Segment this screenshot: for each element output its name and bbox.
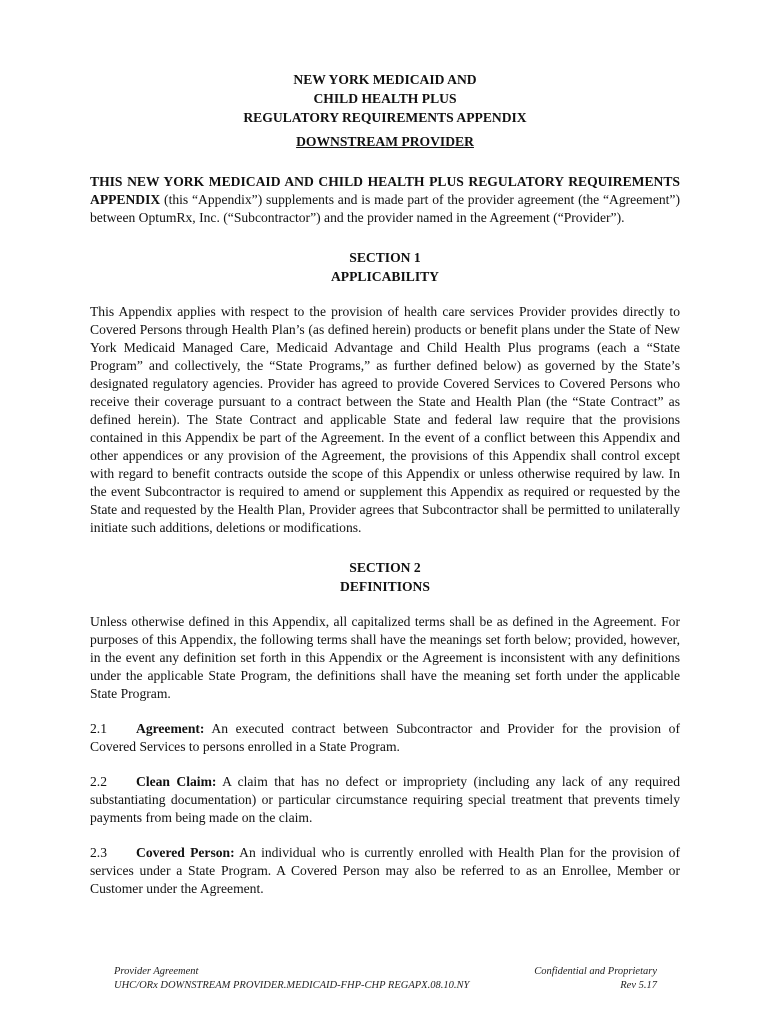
definition-term: Covered Person: xyxy=(136,845,235,860)
intro-text: (this “Appendix”) supplements and is made part of the provider agreement (the “Agreement”) between OptumRx, Inc. (“Subcontractor”) and the provider named in the Agreement (“Provider”). xyxy=(90,192,680,225)
section-1-heading xyxy=(90,248,680,286)
footer-revision: Rev 5.17 xyxy=(620,980,657,991)
footer-left xyxy=(114,965,469,993)
title-line-3: REGULATORY REQUIREMENTS APPENDIX xyxy=(243,110,527,125)
section-2-body: Unless otherwise defined in this Appendix, all capitalized terms shall be as defined in the Agreement. For purposes of this Appendix, the following terms shall have the meanings set forth below; provided, however, in the event any definition set forth in this Appendix or the Agreement is inconsistent with any definitions under the applicable State Program, the definitions shall have the meaning set forth under the applicable State Program. xyxy=(90,614,680,701)
definition-item xyxy=(90,844,680,898)
definition-text: A claim that has no defect or impropriety (including any lack of any required substantiating documentation) or particular circumstance requiring special treatment that prevents timely payments from being made on the claim. xyxy=(90,774,680,825)
section-1-label: SECTION 1 xyxy=(349,250,421,265)
title-line-1: NEW YORK MEDICAID AND xyxy=(293,72,477,87)
definition-item xyxy=(90,720,680,756)
section-1-body: This Appendix applies with respect to the provision of health care services Provider provides directly to Covered Persons through Health Plan’s (as defined herein) products or benefit plans under the State of New York Medicaid Managed Care, Medicaid Advantage and Child Health Plus programs (each a “State Program” and collectively, the “State Programs,” as further defined below) as governed by the State’s designated regulatory agencies. Provider has agreed to provide Covered Services to Covered Persons who receive their coverage pursuant to a contract between the State and Health Plan (the “State Contract” as defined herein). The State Contract and applicable State and federal law require that the provisions contained in this Appendix be part of the Agreement. In the event of a conflict between this Appendix and other appendices or any provision of the Agreement, the provisions of this Appendix shall control except with regard to benefit contracts outside the scope of this Appendix or unless otherwise required by law. In the event Subcontractor is required to amend or supplement this Appendix as required or requested by the State and requested by the Health Plan, Provider agrees that Subcontractor shall be permitted to unilaterally initiate such additions, deletions or modifications. xyxy=(90,304,680,535)
title-line-2: CHILD HEALTH PLUS xyxy=(313,91,457,106)
footer-document-code: UHC/ORx DOWNSTREAM PROVIDER.MEDICAID-FHP-CHP REGAPX.08.10.NY xyxy=(114,980,470,991)
document-subtitle: DOWNSTREAM PROVIDER xyxy=(296,134,474,149)
intro-paragraph xyxy=(90,173,680,227)
section-2-heading xyxy=(90,558,680,596)
definition-number: 2.1 xyxy=(90,721,107,736)
definition-number: 2.3 xyxy=(90,845,107,860)
definition-text: An executed contract between Subcontractor and Provider for the provision of Covered Services to persons enrolled in a State Program. xyxy=(90,721,680,754)
footer-document-name: Provider Agreement xyxy=(114,966,199,977)
definition-text: An individual who is currently enrolled with Health Plan for the provision of services under a State Program. A Covered Person may also be referred to as an Enrollee, Member or Customer under the Agreement. xyxy=(90,845,680,896)
intro-lead: THIS NEW YORK MEDICAID AND CHILD HEALTH PLUS REGULATORY REQUIREMENTS APPENDIX xyxy=(90,174,680,207)
section-2-title: DEFINITIONS xyxy=(340,579,430,594)
definition-item xyxy=(90,773,680,827)
document-title xyxy=(90,70,680,151)
definition-term: Clean Claim: xyxy=(136,774,217,789)
footer-right xyxy=(534,965,657,993)
document-page xyxy=(90,70,680,898)
definition-term: Agreement: xyxy=(136,721,205,736)
section-1-title: APPLICABILITY xyxy=(330,269,439,284)
footer-confidentiality: Confidential and Proprietary xyxy=(534,966,657,977)
section-2-label: SECTION 2 xyxy=(349,560,421,575)
definition-number: 2.2 xyxy=(90,774,107,789)
